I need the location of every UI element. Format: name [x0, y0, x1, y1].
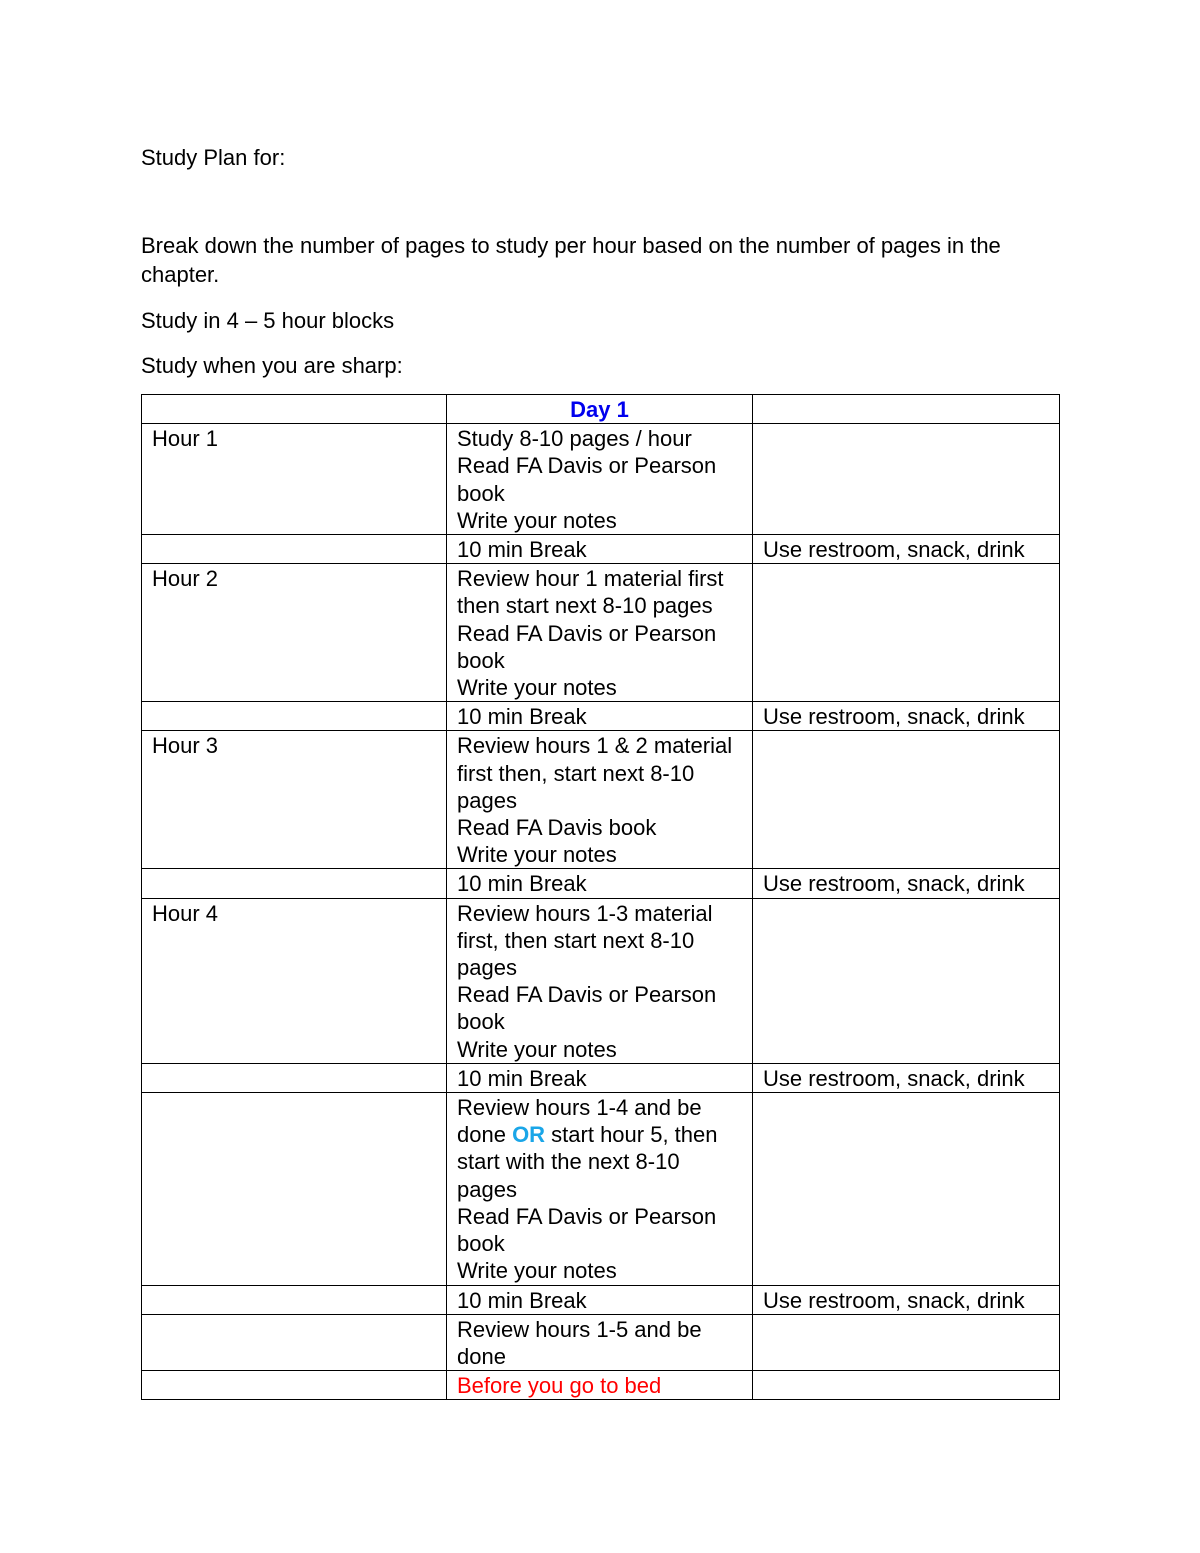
hour-activity-cell [447, 898, 753, 1063]
table-row-break [142, 869, 1060, 898]
review-after-text: start hour 5, then start with the next 8-10 pages [457, 1122, 718, 1202]
break-activity: 10 min Break [447, 702, 753, 731]
activity-line: Write your notes [457, 507, 617, 533]
study-plan-table [141, 394, 1060, 1400]
break-activity: 10 min Break [447, 1063, 753, 1092]
study-plan-title: Study Plan for: [141, 145, 286, 170]
header-empty-cell [753, 395, 1060, 424]
hour-activity-cell [447, 424, 753, 535]
table-row-hour-1 [142, 424, 1060, 535]
hour-activity-cell [447, 564, 753, 702]
hour-label: Hour 3 [142, 731, 447, 869]
empty-cell [142, 1063, 447, 1092]
activity-line: Read FA Davis or Pearson book [457, 620, 717, 673]
hour-label: Hour 4 [142, 898, 447, 1063]
break-note: Use restroom, snack, drink [753, 869, 1060, 898]
break-activity: 10 min Break [447, 535, 753, 564]
activity-line: Read FA Davis or Pearson book [457, 982, 717, 1035]
table-row-final-review [142, 1314, 1060, 1370]
study-sharp-note: Study when you are sharp: [141, 353, 403, 378]
study-blocks-note: Study in 4 – 5 hour blocks [141, 308, 395, 333]
hour-activity-cell [447, 731, 753, 869]
header-empty-cell [142, 395, 447, 424]
activity-line [457, 1094, 742, 1203]
table-row-break [142, 702, 1060, 731]
notes-empty-cell [753, 898, 1060, 1063]
activity-line: Review hours 1 & 2 material first then, start next 8-10 pages [457, 733, 733, 813]
table-header-row [142, 395, 1060, 424]
break-note: Use restroom, snack, drink [753, 702, 1060, 731]
empty-cell [142, 1371, 447, 1400]
activity-line: Write your notes [457, 675, 617, 701]
empty-cell [142, 1285, 447, 1314]
activity-line: Read FA Davis or Pearson book [457, 453, 717, 506]
activity-line: Study 8-10 pages / hour [457, 426, 692, 452]
day-1-heading: Day 1 [447, 395, 753, 424]
break-note: Use restroom, snack, drink [753, 1063, 1060, 1092]
notes-empty-cell [753, 1093, 1060, 1285]
notes-empty-cell [753, 731, 1060, 869]
activity-line: Review hours 1-3 material first, then start next 8-10 pages [457, 900, 713, 981]
table-row-hour-4 [142, 898, 1060, 1063]
table-row-hour-2 [142, 564, 1060, 702]
activity-line: Read FA Davis or Pearson book [457, 1203, 717, 1257]
hour-activity-cell [447, 1093, 753, 1285]
hour-label [142, 1093, 447, 1285]
break-activity: 10 min Break [447, 869, 753, 898]
break-note: Use restroom, snack, drink [753, 535, 1060, 564]
notes-empty-cell [753, 424, 1060, 535]
notes-empty-cell [753, 564, 1060, 702]
empty-cell [142, 1314, 447, 1370]
table-row-bedtime [142, 1371, 1060, 1400]
break-activity: 10 min Break [447, 1285, 753, 1314]
final-review-text: Review hours 1-5 and be done [447, 1314, 753, 1370]
hour-label: Hour 2 [142, 564, 447, 702]
table-row-break [142, 535, 1060, 564]
table-row-hour-5 [142, 1093, 1060, 1285]
empty-cell [142, 702, 447, 731]
activity-line: Read FA Davis book [457, 815, 657, 841]
empty-cell [142, 535, 447, 564]
activity-line: Review hour 1 material first then start next 8-10 pages [457, 566, 724, 619]
hour-label: Hour 1 [142, 424, 447, 535]
bedtime-text: Before you go to bed [447, 1371, 753, 1400]
review-before-text: Review hours 1-4 and be done [457, 1095, 702, 1148]
activity-line: Write your notes [457, 1258, 617, 1284]
table-row-break [142, 1063, 1060, 1092]
empty-cell [753, 1371, 1060, 1400]
breakdown-instruction: Break down the number of pages to study per hour based on the number of pages in the chapter. [141, 233, 1001, 287]
or-highlight: OR [512, 1122, 546, 1148]
table-row-break [142, 1285, 1060, 1314]
activity-line: Write your notes [457, 1036, 617, 1062]
empty-cell [142, 869, 447, 898]
empty-cell [753, 1314, 1060, 1370]
table-row-hour-3 [142, 731, 1060, 869]
break-note: Use restroom, snack, drink [753, 1285, 1060, 1314]
activity-line: Write your notes [457, 842, 617, 868]
